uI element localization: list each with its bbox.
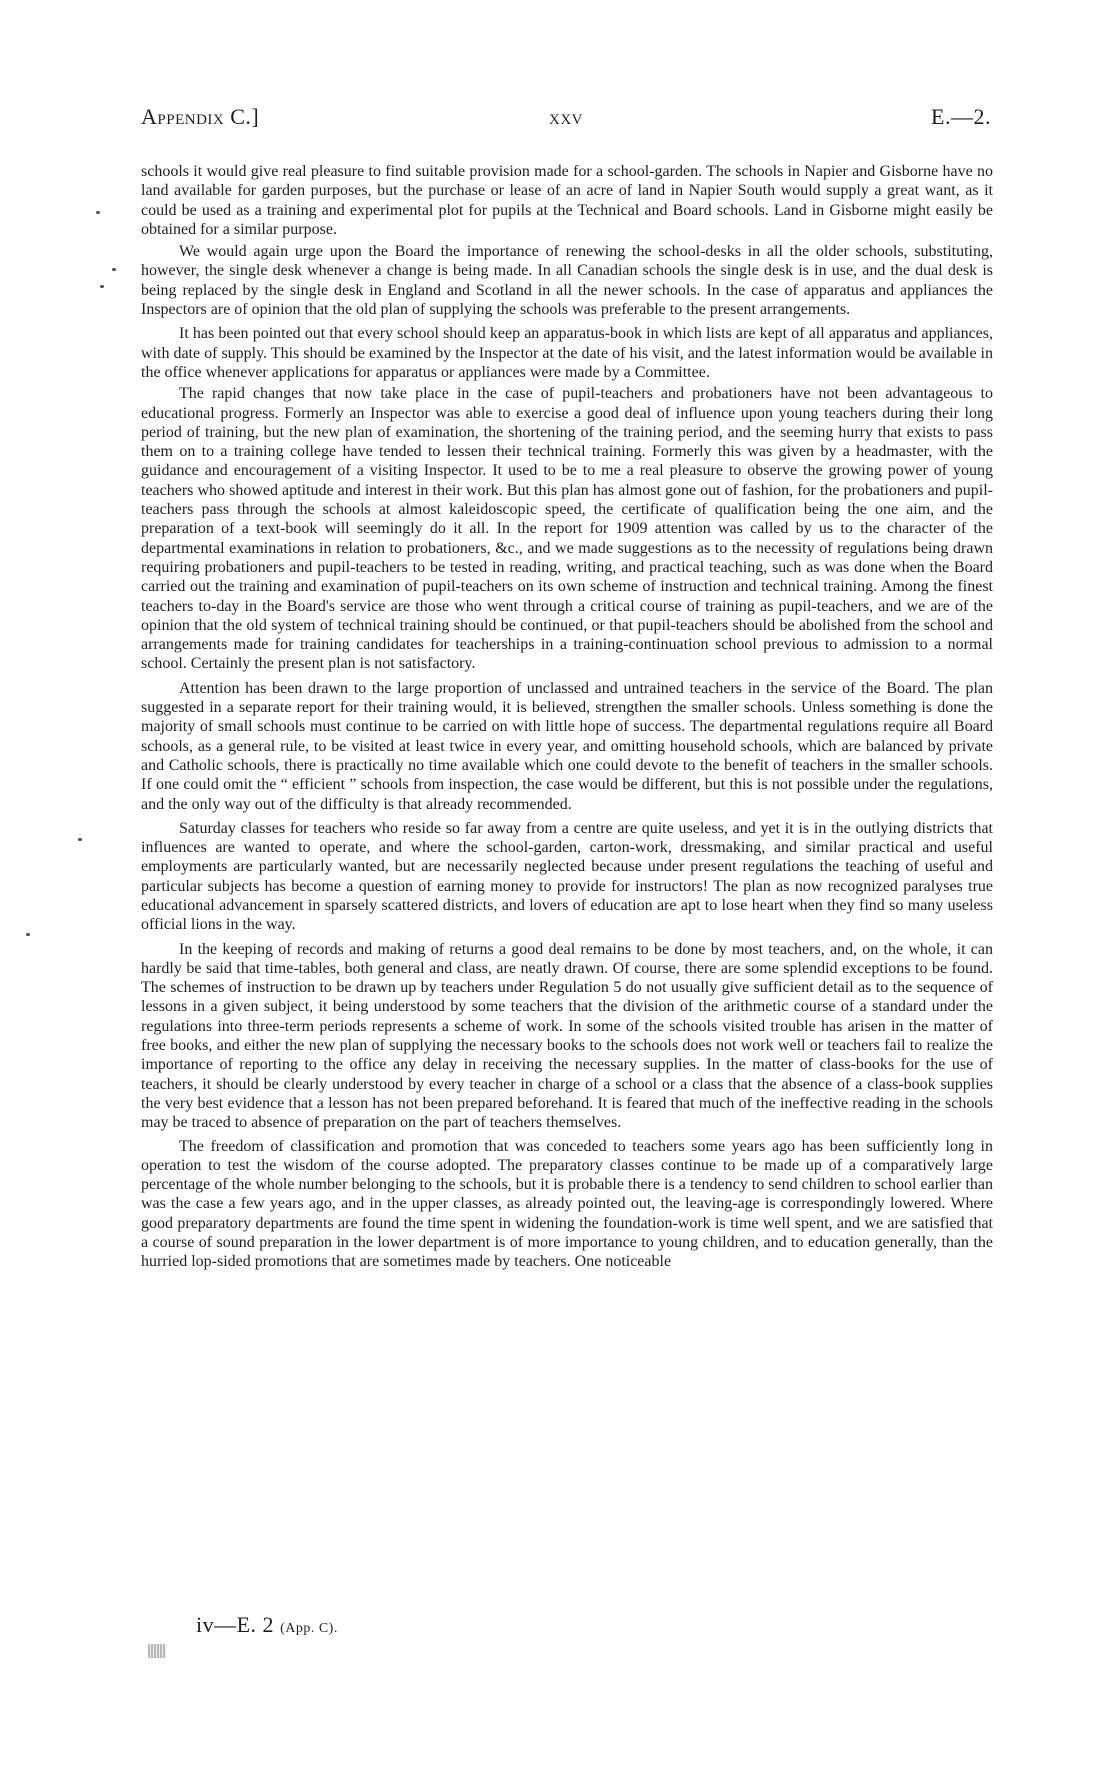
signature-note: (App. C). [280, 1621, 338, 1636]
signature-code: iv—E. 2 [196, 1612, 275, 1637]
paragraph-saturday-classes: Saturday classes for teachers who reside so far away from a centre are quite useless, and yet it is in the outlying districts that influences are wanted to operate, and where the school-garden, carton-work, dressmaking, and similar practical and useful employments are particularly wanted, but are necessarily neglected because under present regulations the teaching of useful and particular subjects has become a question of earning money to provide for instructors! The plan as now recognized paralyses true educational advancement in sparsely scattered districts, and lovers of education are apt to lose heart when they find so many useless official lions in the way. [141, 819, 993, 934]
margin-speck [112, 268, 116, 271]
paragraph-apparatus-book: It has been pointed out that every school should keep an apparatus-book in which lists are kept of all apparatus and appliances, with date of supply. This should be examined by the Inspector at the date of his visit, and the latest information would be available in the office whenever applications for apparatus or appliances were made by a Committee. [141, 325, 993, 381]
paragraph-school-desks: We would again urge upon the Board the importance of renewing the school-desks in all the older schools, substituting, however, the single desk whenever a change is being made. In all Canadian schools the single desk is in use, and the dual desk is being replaced by the single desk in England and Scotland in all the newer schools. In the case of apparatus and appliances the Inspectors are of opinion that the old plan of supplying the schools was preferable to the present arrangements. [141, 243, 993, 319]
margin-speck [96, 211, 100, 214]
header-page-number: xxv [549, 104, 583, 129]
paragraph-classification-promotion: The freedom of classification and promotion that was conceded to teachers some years ago has been sufficiently long in operation to test the wisdom of the course adopted. The preparatory classes continue to be made up of a comparatively large percentage of the whole number belonging to the schools, but it is probable there is a tendency to send children to school earlier than was the case a few years ago, and in the upper classes, as already pointed out, the leaving-age is correspondingly lowered. Where good preparatory departments are found the time spent in widening the foundation-work is time well spent, and we are satisfied that a course of sound preparation in the lower department is of more importance to young children, and to education generally, than the hurried lop-sided promotions that are sometimes made by teachers. One noticeable [141, 1137, 993, 1271]
printer-mark [148, 1644, 166, 1658]
paragraph-pupil-teachers: The rapid changes that now take place in the case of pupil-teachers and probationers have not been advantageous to educational progress. Formerly an Inspector was able to exercise a good deal of influence upon young teachers during their long period of training, but the new plan of examination, the shortening of the training period, and the seeming hurry that exists to pass them on to a training college have tended to lessen their technical training. Formerly this was given by a headmaster, with the guidance and encouragement of a visiting Inspector. It used to be to me a real pleasure to observe the growing power of young teachers who showed aptitude and interest in their work. But this plan has almost gone out of fashion, for the probationers and pupil-teachers pass through the schools at almost kaleidoscopic speed, the certificate of qualification being the one aim, and the preparation of a text-book will seemingly do it all. In the report for 1909 attention was called by us to the character of the departmental examinations in relation to probationers, &c., and we made suggestions as to the necessity of regulations being drawn requiring probationers and pupil-teachers to be tested in reading, writing, and practical teaching, such as was done when the Board carried out the training and examination of pupil-teachers on its own scheme of instruction and technical training. Among the finest teachers to-day in the Board's service are those who went through a critical course of training as pupil-teachers, and we are of the opinion that the old system of technical training should be continued, or that pupil-teachers should be abolished from the school and arrangements made for training candidates for teacherships in a training-continuation school previous to admission to a normal school. Certainly the present plan is not satisfactory. [141, 385, 993, 673]
report-body [141, 162, 993, 1276]
margin-speck [100, 285, 104, 288]
paragraph-school-garden: schools it would give real pleasure to find suitable provision made for a school-garden. The schools in Napier and Gisborne have no land available for garden purposes, but the purchase or lease of an acre of land in Napier South would supply a great want, as it could be used as a training and experimental plot for pupils at the Technical and Board schools. Land in Gisborne might easily be obtained for a similar purpose. [141, 163, 993, 238]
margin-speck [26, 933, 30, 936]
header-document-code: E.—2. [931, 104, 991, 129]
margin-speck [78, 838, 82, 841]
page-header [141, 104, 991, 134]
paragraph-untrained-teachers: Attention has been drawn to the large proportion of unclassed and untrained teachers in the service of the Board. The plan suggested in a separate report for their training would, it is believed, strengthen the smaller schools. Unless something is done the majority of small schools must continue to be carried on with little hope of success. The departmental regulations require all Board schools, as a general rule, to be visited at least twice in every year, and omitting household schools, which are balanced by private and Catholic schools, there is practically no time available which one could devote to the benefit of teachers in the smaller schools. If one could omit the “ efficient ” schools from inspection, the case would be different, but this is not possible under the regulations, and the only way out of the difficulty is that already recommended. [141, 679, 993, 813]
paragraph-records-returns: In the keeping of records and making of returns a good deal remains to be done by most teachers, and, on the whole, it can hardly be said that time-tables, both general and class, are neatly drawn. Of course, there are some splendid exceptions to be found. The schemes of instruction to be drawn up by teachers under Regulation 5 do not usually give sufficient detail as to the sequence of lessons in a given subject, it being understood by some teachers that the division of the arithmetic course of a standard under the regulations into three-term periods represents a scheme of work. In some of the schools visited trouble has arisen in the matter of free books, and either the new plan of supplying the necessary books to the schools does not work well or teachers fail to realize the importance of reporting to the office any delay in receiving the necessary supplies. In the matter of class-books for the use of teachers, it should be clearly understood by every teacher in charge of a school or a class that the absence of a class-book supplies the very best evidence that a lesson has not been prepared beforehand. It is feared that much of the ineffective reading in the schools may be traced to absence of preparation on the part of teachers themselves. [141, 940, 993, 1132]
header-appendix-label: Appendix C.] [141, 104, 260, 129]
signature-line [196, 1612, 338, 1638]
